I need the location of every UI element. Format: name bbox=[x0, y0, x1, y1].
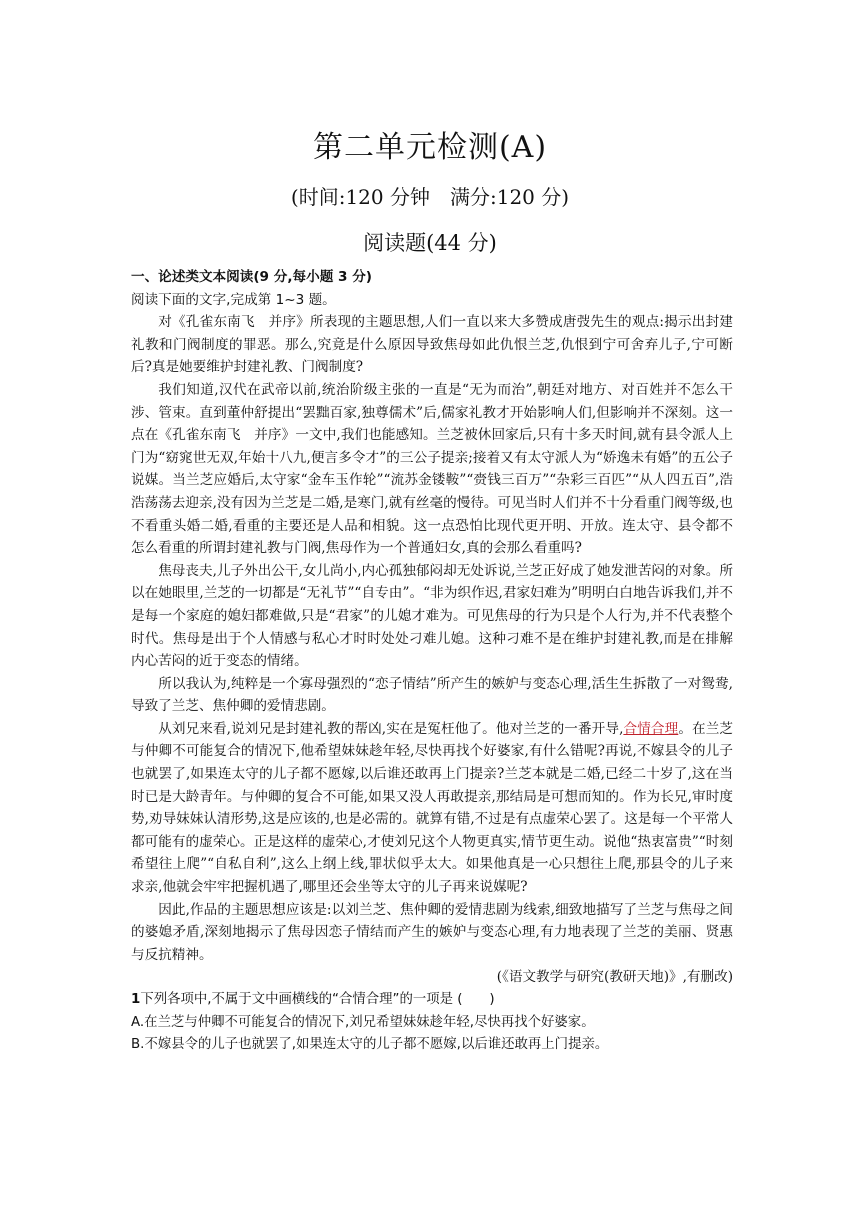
section-title: 阅读题(44 分) bbox=[363, 231, 497, 255]
paragraph-5-before: 从刘兄来看,说刘兄是封建礼教的帮凶,实在是冤枉他了。他对兰芝的一番开导, bbox=[158, 720, 624, 737]
part-heading: 一、论述类文本阅读(9 分,每小题 3 分) bbox=[131, 269, 373, 285]
page-title: 第二单元检测(A) bbox=[312, 130, 548, 165]
exam-time-score: (时间:120 分钟 满分:120 分) bbox=[290, 185, 570, 209]
source-citation: (《语文教学与研究(教研天地)》,有删改) bbox=[496, 969, 733, 986]
paragraph-2: 我们知道,汉代在武帝以前,统治阶级主张的一直是“无为而治”,朝廷对地方、对百姓并不怎么干涉、管束。直到董仲舒提出“罢黜百家,独尊儒术”后,儒家礼教才开始影响人们,但影响并不深刻。这一点在《孔雀东南飞 并序》一文中,我们也能感知。兰芝被休回家后,只有十多天时间,就有县令派人上门为“窈窕世无双,年始十八九,便言多令才”的三公子提亲;接着又有太守派人为“娇逸未有婚”的五公子说媒。当兰芝应婚后,太守家“金车玉作轮”“流苏金镂鞍”“赍钱三百万”“杂彩三百匹”“从人四五百”,浩浩荡荡去迎亲,没有因为兰芝是二婚,是寒门,就有丝毫的慢待。可见当时人们并不十分看重门阀等级,也不看重头婚二婚,看重的主要还是人品和相貌。这一点恐怕比现代更开明、开放。连太守、县令都不怎么看重的所谓封建礼教与门阀,焦母作为一个普通妇女,真的会那么看重吗? bbox=[131, 381, 733, 557]
paragraph-4: 所以我认为,纯粹是一个寡母强烈的“恋子情结”所产生的嫉妒与变态心理,活生生拆散了一对鸳鸯,导致了兰芝、焦仲卿的爱情悲剧。 bbox=[131, 675, 733, 715]
option-b: B.不嫁县令的儿子也就罢了,如果连太守的儿子都不愿嫁,以后谁还敢再上门提亲。 bbox=[131, 1037, 609, 1053]
paragraph-1: 对《孔雀东南飞 并序》所表现的主题思想,人们一直以来大多赞成唐弢先生的观点:揭示出封建礼教和门阀制度的罪恶。那么,究竟是什么原因导致焦母如此仇恨兰芝,仇恨到宁可舍弃儿子,宁可断后?真是她要维护封建礼教、门阀制度? bbox=[131, 314, 733, 376]
reading-instruction: 阅读下面的文字,完成第 1~3 题。 bbox=[131, 291, 336, 308]
paragraph-5-after: 。在兰芝与仲卿不可能复合的情况下,他希望妹妹趁年轻,尽快再找个好婆家,有什么错呢?再说,不嫁县令的儿子也就罢了,如果连太守的儿子都不愿嫁,以后谁还敢再上门提亲?兰芝本就是二婚,已经二十岁了,这在当时已是大龄青年。与仲卿的复合不可能,如果又没人再敢提亲,那结局是可想而知的。作为长兄,审时度势,劝导妹妹认清形势,这是应该的,也是必需的。就算有错,不过是有点虚荣心罢了。这是每一个平常人都可能有的虚荣心。正是这样的虚荣心,才使刘兄这个人物更真实,情节更生动。说他“热衷富贵”“时刻希望往上爬”“自私自利”,这么上纲上线,罪状似乎太大。如果他真是一心只想往上爬,那县令的儿子来求亲,他就会牢牢把握机遇了,哪里还会坐等太守的儿子再来说媒呢? bbox=[131, 720, 734, 896]
question-1-stem bbox=[131, 989, 733, 1012]
paragraph-5 bbox=[131, 718, 733, 899]
question-text: 下列各项中,不属于文中画横线的“合情合理”的一项是 ( ) bbox=[140, 992, 495, 1007]
paragraph-6: 因此,作品的主题思想应该是:以刘兰芝、焦仲卿的爱情悲剧为线索,细致地描写了兰芝与焦母之间的婆媳矛盾,深刻地揭示了焦母因恋子情结而产生的嫉妒与变态心理,有力地表现了兰芝的美丽、贤惠与反抗精神。 bbox=[131, 901, 733, 963]
paragraph-3: 焦母丧夫,儿子外出公干,女儿尚小,内心孤独郁闷却无处诉说,兰芝正好成了她发泄苦闷的对象。所以在她眼里,兰芝的一切都是“无礼节”“自专由”。“非为织作迟,君家妇难为”明明白白地告诉我们,并不是每一个家庭的媳妇都难做,只是“君家”的儿媳才难为。可见焦母的行为只是个人行为,并不代表整个时代。焦母是出于个人情感与私心才时时处处刁难儿媳。这种刁难不是在维护封建礼教,而是在排解内心苦闷的近于变态的情绪。 bbox=[131, 562, 733, 670]
reading-content bbox=[131, 266, 733, 1057]
question-number: 1 bbox=[131, 992, 141, 1007]
underlined-phrase: 合情合理 bbox=[623, 720, 679, 737]
option-a: A.在兰芝与仲卿不可能复合的情况下,刘兄希望妹妹趁年轻,尽快再找个好婆家。 bbox=[131, 1014, 595, 1030]
